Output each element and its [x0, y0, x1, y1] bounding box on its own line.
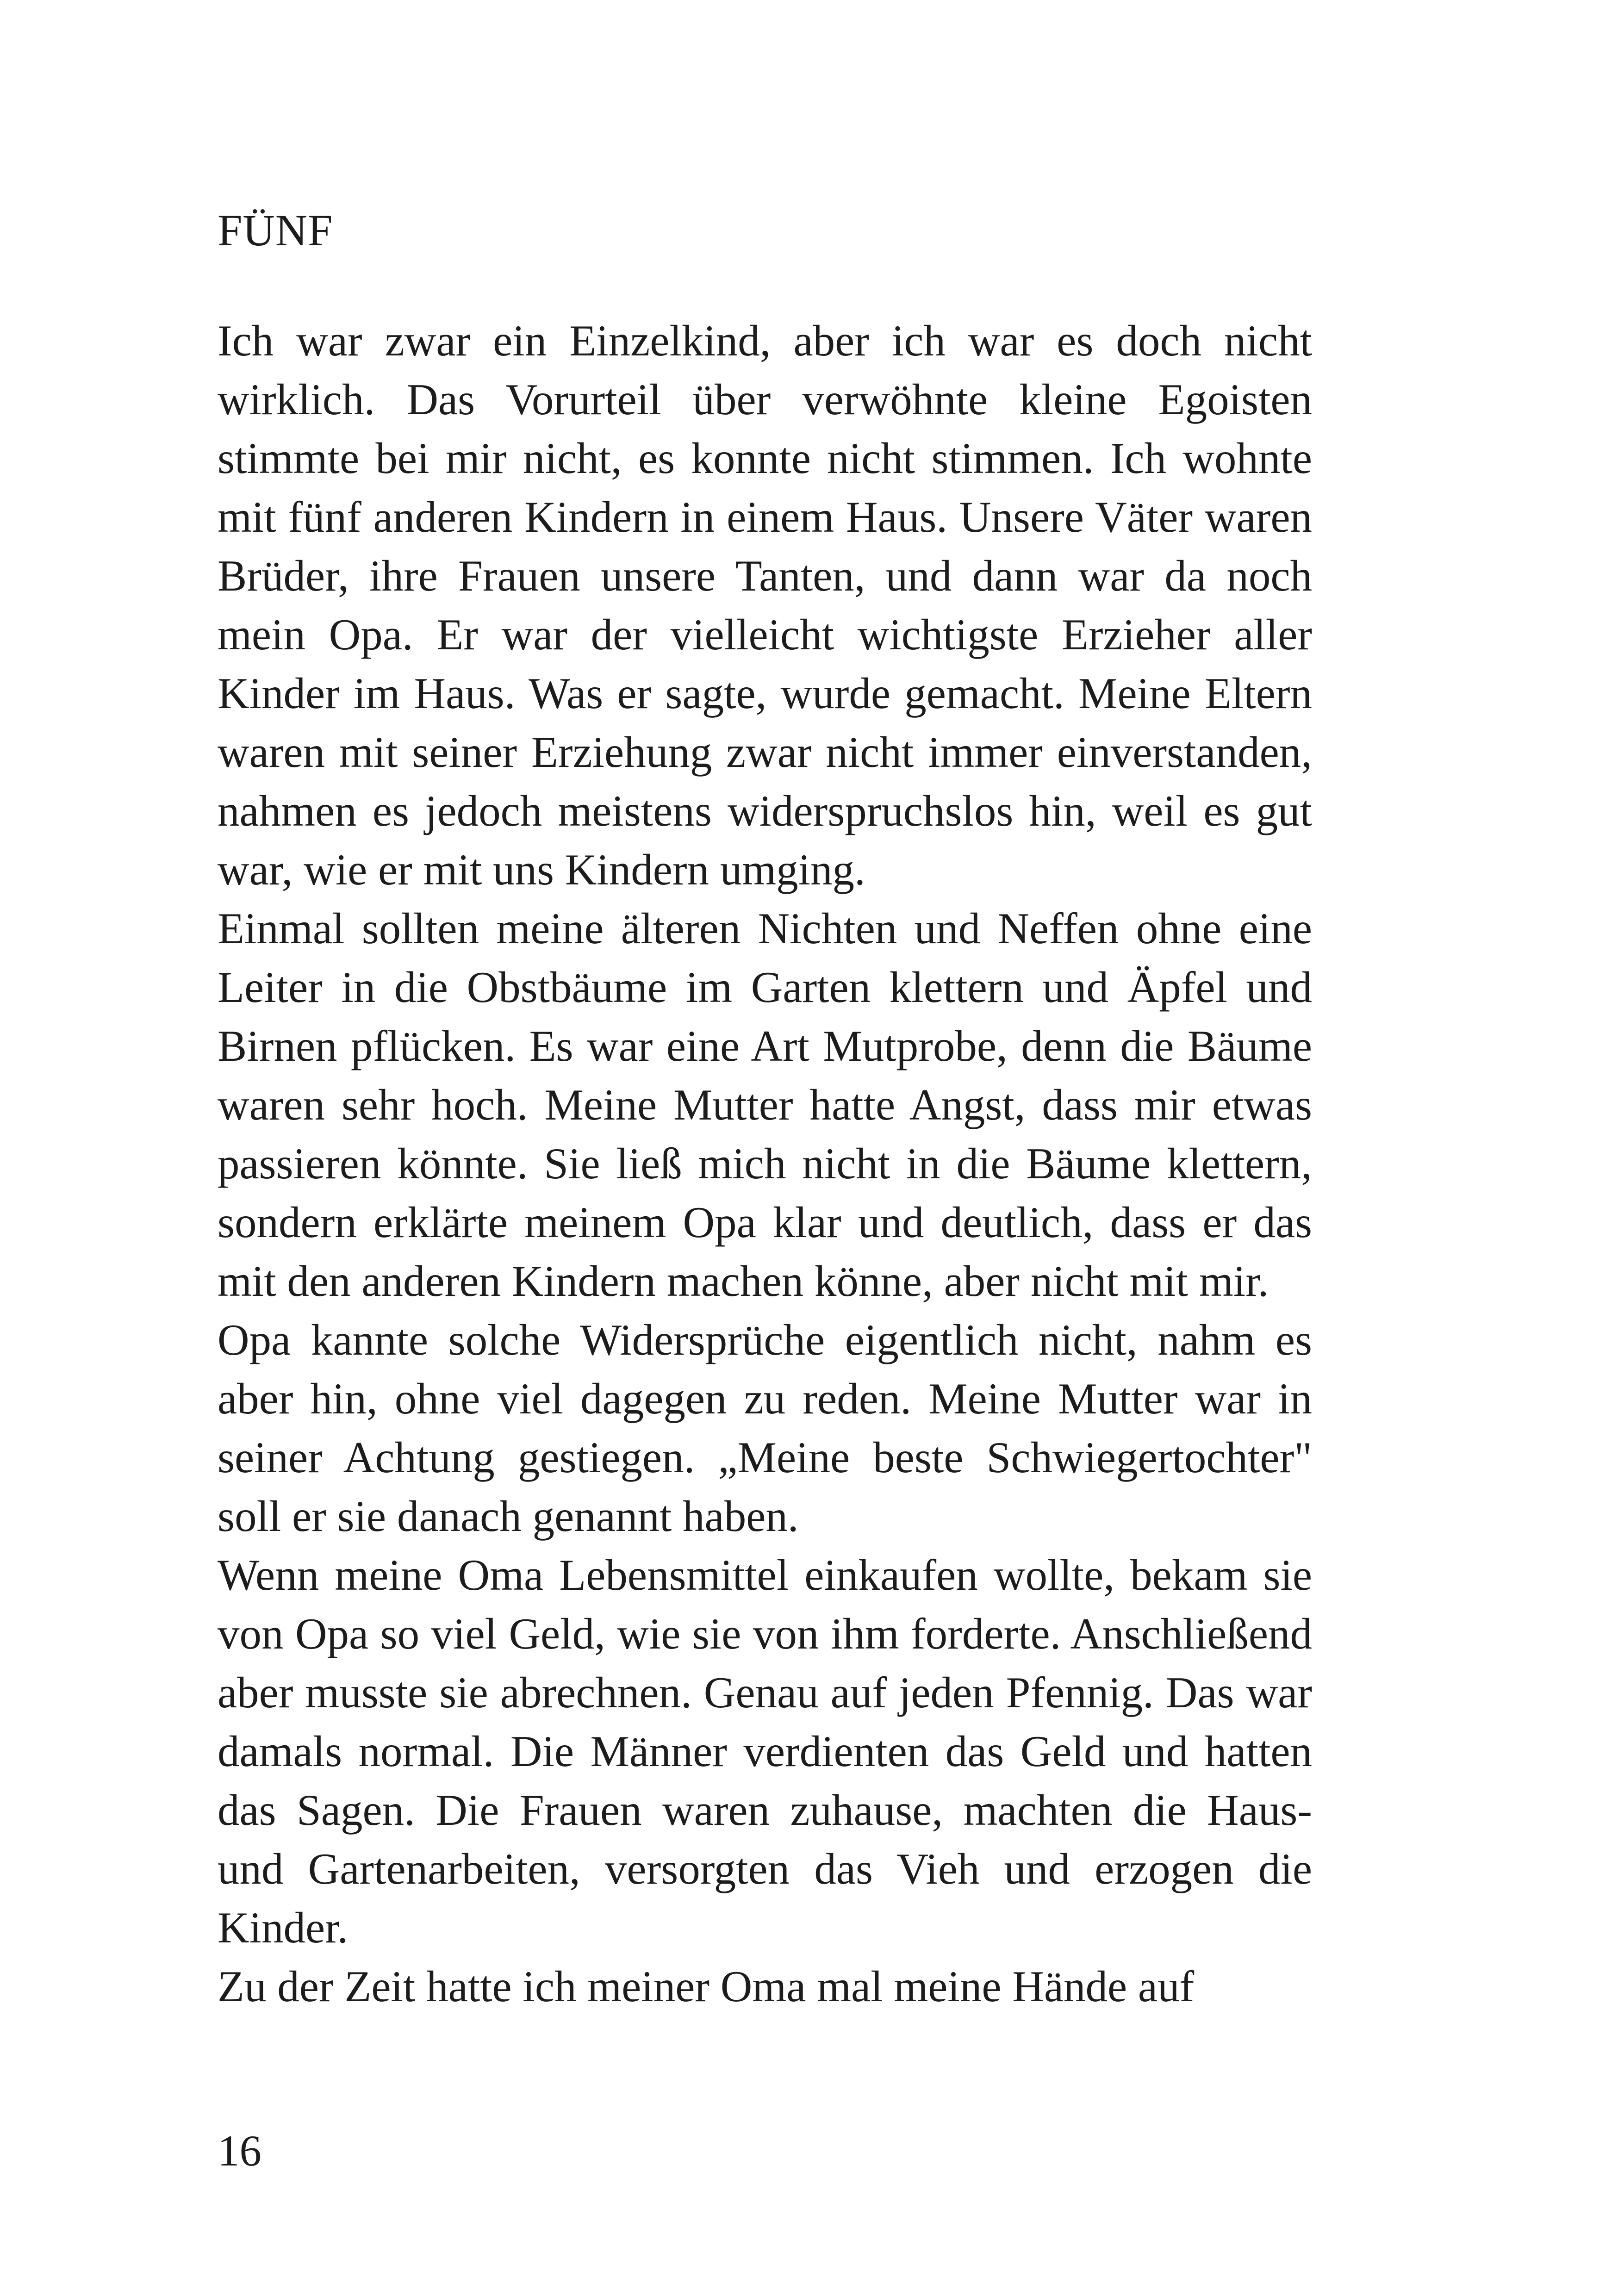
paragraph: Opa kannte solche Widersprüche eigentlich nicht, nahm es aber hin, ohne viel dagegen zu reden. Meine Mutter war in seiner Achtung gestiegen. „Meine beste Schwiegertochter" soll er sie danach genannt haben.	[218, 1315, 1312, 1541]
text-block	[218, 204, 1312, 2016]
page-number: 16	[218, 2126, 261, 2175]
chapter-heading: FÜNF	[218, 205, 333, 255]
paragraph: Zu der Zeit hatte ich meiner Oma mal meine Hände auf	[218, 1962, 1195, 2011]
body-copy	[218, 311, 1312, 2016]
paragraph: Wenn meine Oma Lebensmittel einkaufen wollte, bekam sie von Opa so viel Geld, wie sie von ihm forderte. Anschließend aber musste sie abrechnen. Genau auf jeden Pfennig. Das war damals normal. Die Männer verdienten das Geld und hatten das Sagen. Die Frauen waren zuhause, machten die Haus- und Gartenarbeiten, versorgten das Vieh und erzogen die Kinder.	[218, 1550, 1312, 1953]
paragraph: Einmal sollten meine älteren Nichten und Neffen ohne eine Leiter in die Obstbäume im Garten klettern und Äpfel und Birnen pflücken. Es war eine Art Mutprobe, denn die Bäume waren sehr hoch. Meine Mutter hatte Angst, dass mir etwas passieren könnte. Sie ließ mich nicht in die Bäume klettern, sondern erklärte meinem Opa klar und deutlich, dass er das mit den anderen Kindern machen könne, aber nicht mit mir.	[218, 904, 1312, 1306]
paragraph: Ich war zwar ein Einzelkind, aber ich war es doch nicht wirklich. Das Vorurteil über verwöhnte kleine Egoisten stimmte bei mir nicht, es konnte nicht stimmen. Ich wohnte mit fünf anderen Kindern in einem Haus. Unsere Väter waren Brüder, ihre Frauen unsere Tanten, und dann war da noch mein Opa. Er war der vielleicht wichtigste Erzieher aller Kinder im Haus. Was er sagte, wurde gemacht. Meine Eltern waren mit seiner Erziehung zwar nicht immer einverstanden, nahmen es jedoch meistens widerspruchslos hin, weil es gut war, wie er mit uns Kindern umging.	[218, 316, 1312, 895]
